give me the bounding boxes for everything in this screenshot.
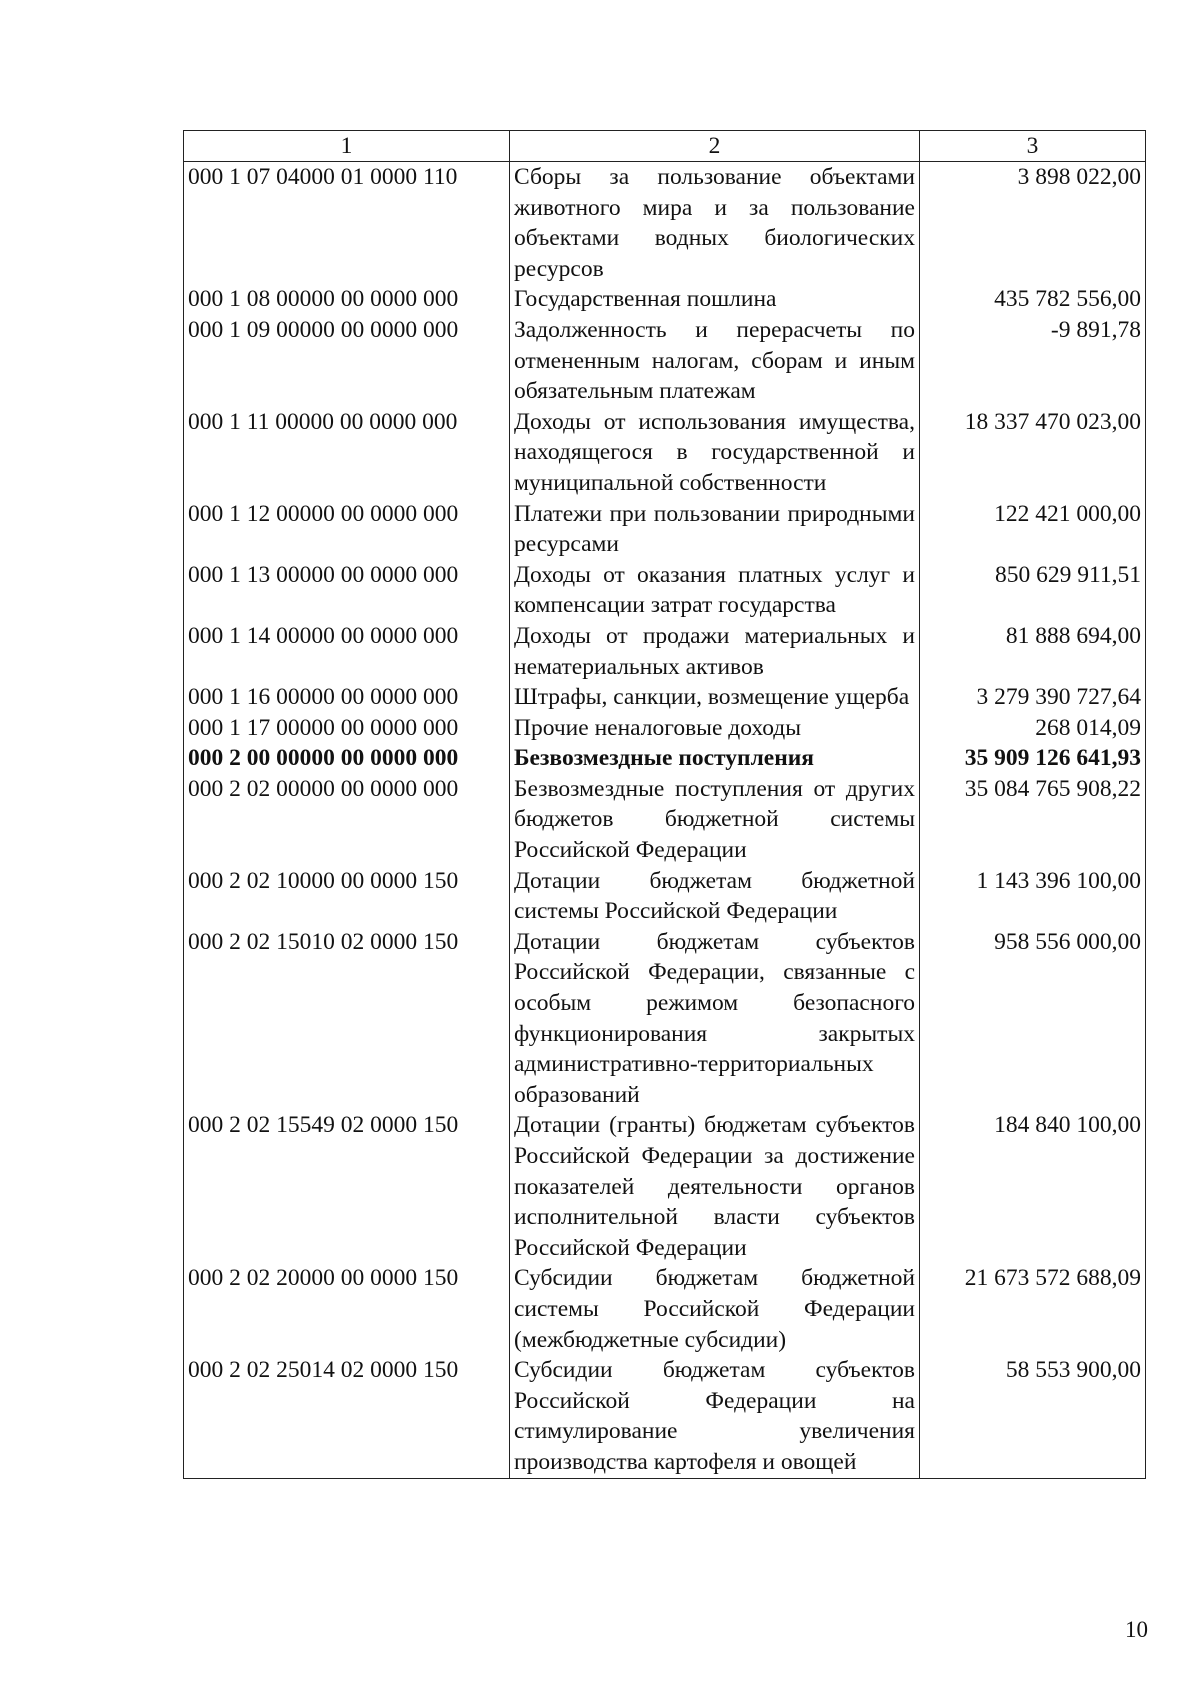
table-row <box>184 927 1146 1111</box>
revenue-table <box>183 130 1146 1479</box>
code-cell: 000 1 09 00000 00 0000 000 <box>184 315 510 407</box>
code-cell: 000 2 00 00000 00 0000 000 <box>184 743 510 774</box>
table-body <box>184 162 1146 1479</box>
code-cell: 000 2 02 10000 00 0000 150 <box>184 866 510 927</box>
column-header-amount: 3 <box>920 131 1146 162</box>
table-row <box>184 315 1146 407</box>
name-cell: Субсидии бюджетам бюджетной системы Российской Федерации (межбюджетные субсидии) <box>510 1263 920 1355</box>
amount-cell: 435 782 556,00 <box>920 284 1146 315</box>
name-cell: Дотации бюджетам бюджетной системы Российской Федерации <box>510 866 920 927</box>
name-cell: Штрафы, санкции, возмещение ущерба <box>510 682 920 713</box>
amount-cell: 81 888 694,00 <box>920 621 1146 682</box>
code-cell: 000 1 12 00000 00 0000 000 <box>184 499 510 560</box>
code-cell: 000 1 07 04000 01 0000 110 <box>184 162 510 285</box>
name-cell: Доходы от оказания платных услуг и компенсации затрат государства <box>510 560 920 621</box>
amount-cell: 268 014,09 <box>920 713 1146 744</box>
code-cell: 000 1 08 00000 00 0000 000 <box>184 284 510 315</box>
name-cell: Дотации бюджетам субъектов Российской Федерации, связанные с особым режимом безопасного функционирования закрытых административно-территориальных образований <box>510 927 920 1111</box>
table-row <box>184 1355 1146 1478</box>
code-cell: 000 2 02 00000 00 0000 000 <box>184 774 510 866</box>
name-cell: Государственная пошлина <box>510 284 920 315</box>
table-row <box>184 284 1146 315</box>
name-cell: Сборы за пользование объектами животного мира и за пользование объектами водных биологических ресурсов <box>510 162 920 285</box>
column-header-code: 1 <box>184 131 510 162</box>
code-cell: 000 1 17 00000 00 0000 000 <box>184 713 510 744</box>
table-row <box>184 1263 1146 1355</box>
amount-cell: 184 840 100,00 <box>920 1110 1146 1263</box>
name-cell: Дотации (гранты) бюджетам субъектов Российской Федерации за достижение показателей деятельности органов исполнительной власти субъектов Российской Федерации <box>510 1110 920 1263</box>
table-row <box>184 560 1146 621</box>
code-cell: 000 2 02 15010 02 0000 150 <box>184 927 510 1111</box>
amount-cell: 958 556 000,00 <box>920 927 1146 1111</box>
code-cell: 000 1 11 00000 00 0000 000 <box>184 407 510 499</box>
amount-cell: 122 421 000,00 <box>920 499 1146 560</box>
code-cell: 000 1 16 00000 00 0000 000 <box>184 682 510 713</box>
name-cell: Доходы от использования имущества, находящегося в государственной и муниципальной собственности <box>510 407 920 499</box>
code-cell: 000 1 14 00000 00 0000 000 <box>184 621 510 682</box>
name-cell: Платежи при пользовании природными ресурсами <box>510 499 920 560</box>
name-cell: Безвозмездные поступления от других бюджетов бюджетной системы Российской Федерации <box>510 774 920 866</box>
amount-cell: 3 898 022,00 <box>920 162 1146 285</box>
code-cell: 000 2 02 20000 00 0000 150 <box>184 1263 510 1355</box>
code-cell: 000 1 13 00000 00 0000 000 <box>184 560 510 621</box>
table-row <box>184 713 1146 744</box>
page-number: 10 <box>1125 1617 1148 1642</box>
table-row <box>184 621 1146 682</box>
amount-cell: 1 143 396 100,00 <box>920 866 1146 927</box>
name-cell: Безвозмездные поступления <box>510 743 920 774</box>
table-row <box>184 866 1146 927</box>
amount-cell: 35 909 126 641,93 <box>920 743 1146 774</box>
table-row <box>184 407 1146 499</box>
name-cell: Субсидии бюджетам субъектов Российской Федерации на стимулирование увеличения производства картофеля и овощей <box>510 1355 920 1478</box>
table-row <box>184 743 1146 774</box>
amount-cell: 850 629 911,51 <box>920 560 1146 621</box>
code-cell: 000 2 02 25014 02 0000 150 <box>184 1355 510 1478</box>
table-row <box>184 162 1146 285</box>
table-row <box>184 774 1146 866</box>
code-cell: 000 2 02 15549 02 0000 150 <box>184 1110 510 1263</box>
table-row <box>184 682 1146 713</box>
table-row <box>184 499 1146 560</box>
name-cell: Прочие неналоговые доходы <box>510 713 920 744</box>
amount-cell: 3 279 390 727,64 <box>920 682 1146 713</box>
name-cell: Задолженность и перерасчеты по отмененным налогам, сборам и иным обязательным платежам <box>510 315 920 407</box>
amount-cell: -9 891,78 <box>920 315 1146 407</box>
column-header-name: 2 <box>510 131 920 162</box>
table-row <box>184 1110 1146 1263</box>
name-cell: Доходы от продажи материальных и нематериальных активов <box>510 621 920 682</box>
amount-cell: 35 084 765 908,22 <box>920 774 1146 866</box>
amount-cell: 58 553 900,00 <box>920 1355 1146 1478</box>
amount-cell: 21 673 572 688,09 <box>920 1263 1146 1355</box>
amount-cell: 18 337 470 023,00 <box>920 407 1146 499</box>
table-header-row <box>184 131 1146 162</box>
